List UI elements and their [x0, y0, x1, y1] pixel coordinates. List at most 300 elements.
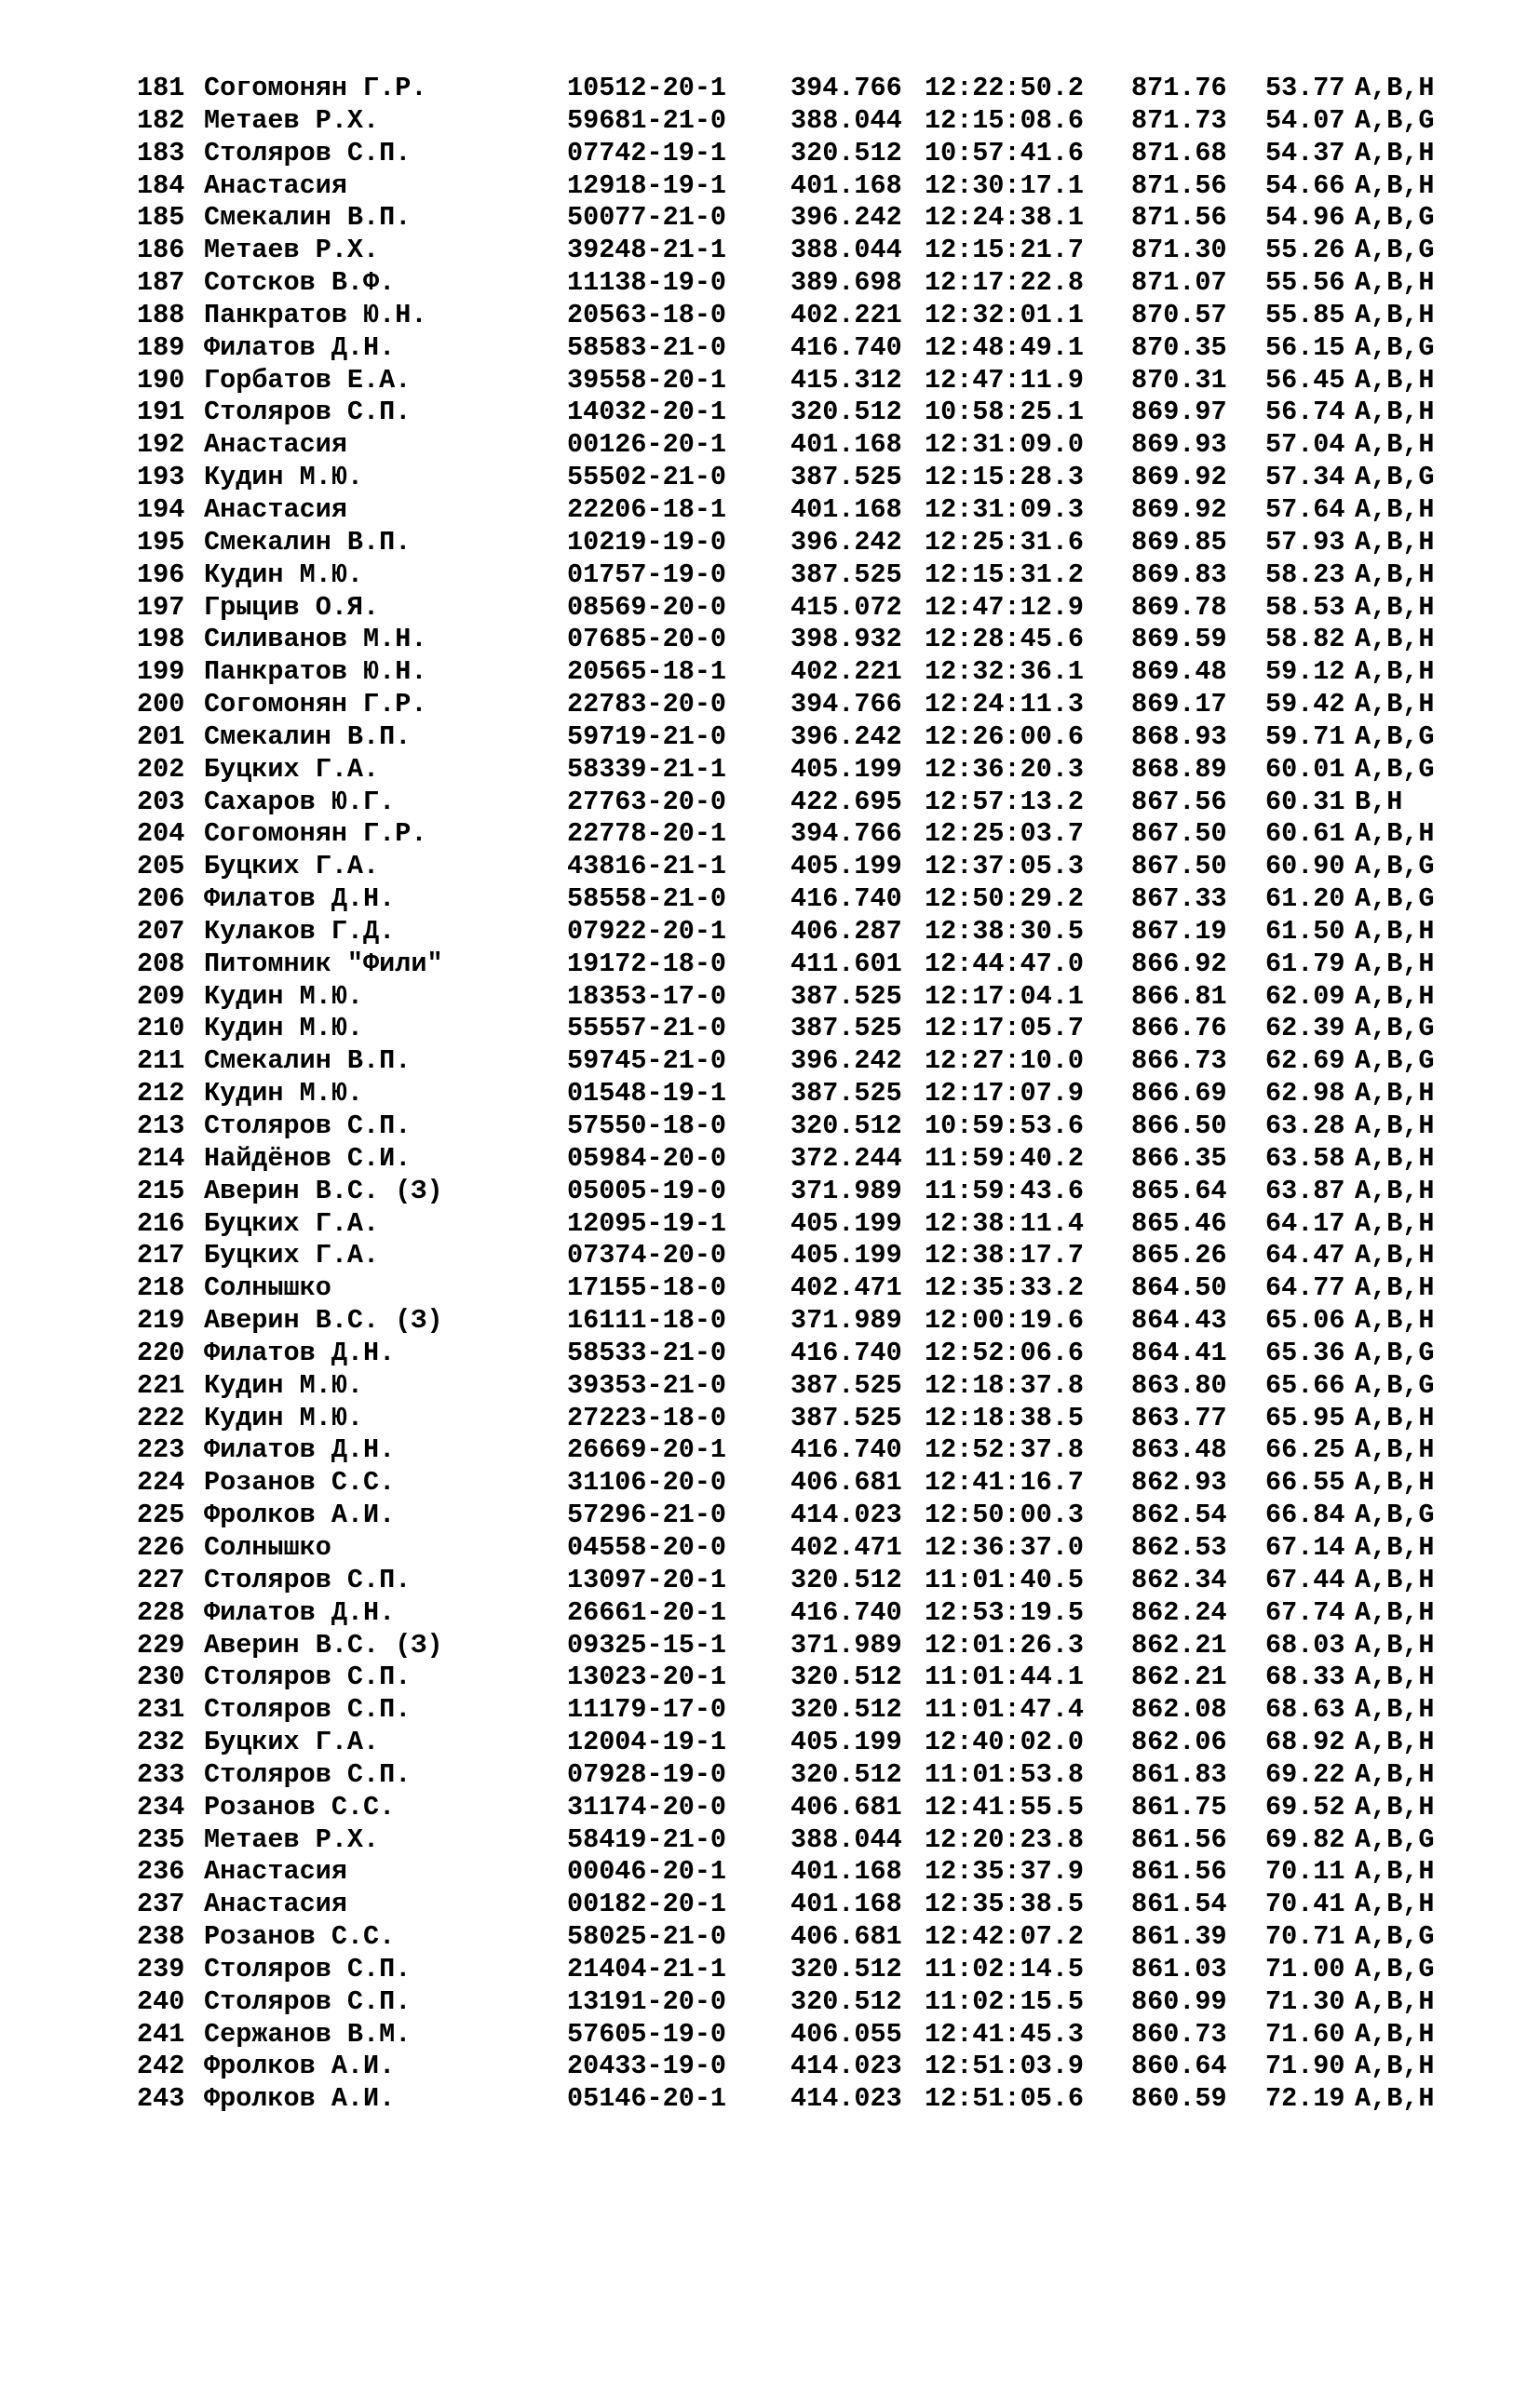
speed-value: 869.78 — [1131, 591, 1227, 623]
owner-name: Кудин М.Ю. — [204, 558, 364, 590]
coefficient-value: 59.71 — [1265, 720, 1345, 752]
coefficient-value: 72.19 — [1265, 2083, 1345, 2115]
owner-name: Панкратов Ю.Н. — [204, 299, 427, 330]
distance-km: 320.512 — [790, 1564, 902, 1595]
owner-name: Аверин В.С. (З) — [204, 1175, 443, 1206]
place-number: 221 — [137, 1369, 185, 1401]
speed-value: 869.85 — [1131, 526, 1227, 558]
category-codes: A,B,H — [1355, 1856, 1435, 1888]
category-codes: A,B,H — [1355, 1142, 1435, 1174]
owner-name: Солнышко — [204, 1272, 331, 1304]
place-number: 211 — [137, 1045, 185, 1077]
speed-value: 863.80 — [1131, 1369, 1227, 1401]
ring-number: 57605-19-0 — [567, 2018, 727, 2050]
place-number: 186 — [137, 235, 185, 266]
result-row — [137, 1889, 1459, 1921]
ring-number: 12095-19-1 — [567, 1207, 727, 1239]
result-row — [137, 592, 1459, 625]
ring-number: 20565-18-1 — [567, 656, 727, 688]
result-row — [137, 494, 1459, 527]
speed-value: 869.92 — [1131, 462, 1227, 493]
ring-number: 59681-21-0 — [567, 104, 727, 136]
ring-number: 11179-17-0 — [567, 1694, 727, 1726]
distance-km: 387.525 — [790, 980, 902, 1012]
arrival-time: 12:24:38.1 — [925, 202, 1085, 234]
speed-value: 865.26 — [1131, 1240, 1227, 1271]
speed-value: 869.17 — [1131, 689, 1227, 720]
result-row — [137, 1727, 1459, 1759]
distance-km: 405.199 — [790, 1207, 902, 1239]
coefficient-value: 71.30 — [1265, 1985, 1345, 2017]
arrival-time: 12:47:12.9 — [925, 591, 1085, 623]
speed-value: 871.30 — [1131, 235, 1227, 266]
arrival-time: 11:59:40.2 — [925, 1142, 1085, 1174]
ring-number: 58025-21-0 — [567, 1921, 727, 1953]
owner-name: Кудин М.Ю. — [204, 1013, 364, 1044]
distance-km: 320.512 — [790, 397, 902, 428]
place-number: 238 — [137, 1921, 185, 1953]
arrival-time: 12:22:50.2 — [925, 73, 1085, 103]
result-row — [137, 1078, 1459, 1110]
speed-value: 866.81 — [1131, 980, 1227, 1012]
place-number: 235 — [137, 1823, 185, 1855]
category-codes: A,B,G — [1355, 883, 1435, 915]
coefficient-value: 70.71 — [1265, 1921, 1345, 1953]
speed-value: 862.21 — [1131, 1661, 1227, 1693]
coefficient-value: 54.37 — [1265, 137, 1345, 168]
category-codes: A,B,G — [1355, 1045, 1435, 1077]
result-row — [137, 1143, 1459, 1176]
place-number: 202 — [137, 753, 185, 785]
coefficient-value: 61.79 — [1265, 948, 1345, 979]
result-row — [137, 300, 1459, 332]
ring-number: 22778-20-1 — [567, 818, 727, 850]
owner-name: Кудин М.Ю. — [204, 980, 364, 1012]
result-row — [137, 1338, 1459, 1370]
result-row — [137, 202, 1459, 235]
place-number: 241 — [137, 2018, 185, 2050]
category-codes: A,B,H — [1355, 1434, 1435, 1466]
speed-value: 867.50 — [1131, 851, 1227, 882]
owner-name: Филатов Д.Н. — [204, 1337, 396, 1368]
speed-value: 871.73 — [1131, 104, 1227, 136]
result-row — [137, 429, 1459, 462]
speed-value: 867.19 — [1131, 915, 1227, 947]
result-row — [137, 170, 1459, 203]
owner-name: Согомонян Г.Р. — [204, 818, 427, 850]
ring-number: 20563-18-0 — [567, 299, 727, 330]
place-number: 192 — [137, 429, 185, 461]
result-row — [137, 981, 1459, 1014]
distance-km: 320.512 — [790, 1758, 902, 1790]
place-number: 207 — [137, 915, 185, 947]
owner-name: Кудин М.Ю. — [204, 1369, 364, 1401]
ring-number: 12918-19-1 — [567, 169, 727, 201]
category-codes: A,B,H — [1355, 1531, 1435, 1563]
owner-name: Смекалин В.П. — [204, 720, 412, 752]
category-codes: A,B,G — [1355, 331, 1435, 363]
place-number: 220 — [137, 1337, 185, 1368]
category-codes: A,B,H — [1355, 2018, 1435, 2050]
result-row — [137, 656, 1459, 689]
ring-number: 08569-20-0 — [567, 591, 727, 623]
ring-number: 57296-21-0 — [567, 1500, 727, 1531]
coefficient-value: 62.98 — [1265, 1078, 1345, 1110]
speed-value: 865.64 — [1131, 1175, 1227, 1206]
ring-number: 07685-20-0 — [567, 624, 727, 655]
speed-value: 861.39 — [1131, 1921, 1227, 1953]
coefficient-value: 60.01 — [1265, 753, 1345, 785]
place-number: 183 — [137, 137, 185, 168]
coefficient-value: 57.04 — [1265, 429, 1345, 461]
coefficient-value: 67.14 — [1265, 1531, 1345, 1563]
ring-number: 05146-20-1 — [567, 2083, 727, 2115]
owner-name: Буцких Г.А. — [204, 851, 380, 882]
place-number: 206 — [137, 883, 185, 915]
result-row — [137, 1630, 1459, 1662]
arrival-time: 11:02:15.5 — [925, 1985, 1085, 2017]
result-row — [137, 105, 1459, 138]
coefficient-value: 67.44 — [1265, 1564, 1345, 1595]
coefficient-value: 65.06 — [1265, 1305, 1345, 1337]
ring-number: 07928-19-0 — [567, 1758, 727, 1790]
distance-km: 406.287 — [790, 915, 902, 947]
category-codes: A,B,G — [1355, 235, 1435, 266]
speed-value: 861.83 — [1131, 1758, 1227, 1790]
distance-km: 401.168 — [790, 1889, 902, 1920]
owner-name: Столяров С.П. — [204, 1985, 412, 2017]
distance-km: 320.512 — [790, 1110, 902, 1141]
ring-number: 39558-20-1 — [567, 364, 727, 396]
ring-number: 22783-20-0 — [567, 689, 727, 720]
distance-km: 416.740 — [790, 1434, 902, 1466]
speed-value: 871.56 — [1131, 169, 1227, 201]
place-number: 230 — [137, 1661, 185, 1693]
result-row — [137, 1759, 1459, 1792]
owner-name: Розанов С.С. — [204, 1921, 396, 1953]
arrival-time: 11:01:44.1 — [925, 1661, 1085, 1693]
arrival-time: 12:38:11.4 — [925, 1207, 1085, 1239]
owner-name: Столяров С.П. — [204, 137, 412, 168]
category-codes: A,B,G — [1355, 1953, 1435, 1984]
result-row — [137, 1661, 1459, 1694]
speed-value: 861.56 — [1131, 1823, 1227, 1855]
result-row — [137, 559, 1459, 592]
speed-value: 861.56 — [1131, 1856, 1227, 1888]
category-codes: A,B,G — [1355, 104, 1435, 136]
arrival-time: 12:32:36.1 — [925, 656, 1085, 688]
place-number: 233 — [137, 1758, 185, 1790]
result-row — [137, 1597, 1459, 1630]
ring-number: 17155-18-0 — [567, 1272, 727, 1304]
place-number: 203 — [137, 786, 185, 817]
result-row — [137, 462, 1459, 494]
coefficient-value: 64.77 — [1265, 1272, 1345, 1304]
arrival-time: 12:31:09.3 — [925, 493, 1085, 525]
arrival-time: 12:38:30.5 — [925, 915, 1085, 947]
category-codes: A,B,H — [1355, 1629, 1435, 1661]
arrival-time: 12:51:05.6 — [925, 2083, 1085, 2115]
speed-value: 860.73 — [1131, 2018, 1227, 2050]
place-number: 234 — [137, 1791, 185, 1823]
owner-name: Фролков А.И. — [204, 2051, 396, 2082]
owner-name: Столяров С.П. — [204, 1564, 412, 1595]
distance-km: 396.242 — [790, 720, 902, 752]
place-number: 209 — [137, 980, 185, 1012]
ring-number: 12004-19-1 — [567, 1727, 727, 1758]
distance-km: 422.695 — [790, 786, 902, 817]
result-row — [137, 1272, 1459, 1305]
place-number: 193 — [137, 462, 185, 493]
speed-value: 869.97 — [1131, 397, 1227, 428]
category-codes: A,B,H — [1355, 73, 1435, 103]
owner-name: Столяров С.П. — [204, 1953, 412, 1984]
results-list — [137, 73, 1459, 2116]
place-number: 194 — [137, 493, 185, 525]
ring-number: 07922-20-1 — [567, 915, 727, 947]
coefficient-value: 69.22 — [1265, 1758, 1345, 1790]
coefficient-value: 61.50 — [1265, 915, 1345, 947]
category-codes: A,B,G — [1355, 1337, 1435, 1368]
arrival-time: 12:17:07.9 — [925, 1078, 1085, 1110]
owner-name: Метаев Р.Х. — [204, 235, 380, 266]
category-codes: A,B,H — [1355, 689, 1435, 720]
speed-value: 868.93 — [1131, 720, 1227, 752]
place-number: 219 — [137, 1305, 185, 1337]
ring-number: 14032-20-1 — [567, 397, 727, 428]
result-row — [137, 1176, 1459, 1208]
ring-number: 43816-21-1 — [567, 851, 727, 882]
speed-value: 862.53 — [1131, 1531, 1227, 1563]
category-codes: A,B,H — [1355, 558, 1435, 590]
speed-value: 869.48 — [1131, 656, 1227, 688]
result-row — [137, 1110, 1459, 1143]
owner-name: Буцких Г.А. — [204, 1240, 380, 1271]
category-codes: A,B,H — [1355, 429, 1435, 461]
distance-km: 320.512 — [790, 1694, 902, 1726]
place-number: 243 — [137, 2083, 185, 2115]
coefficient-value: 60.90 — [1265, 851, 1345, 882]
coefficient-value: 66.25 — [1265, 1434, 1345, 1466]
category-codes: A,B,H — [1355, 526, 1435, 558]
owner-name: Найдёнов С.И. — [204, 1142, 412, 1174]
distance-km: 406.055 — [790, 2018, 902, 2050]
result-row — [137, 883, 1459, 916]
result-row — [137, 1467, 1459, 1500]
distance-km: 371.989 — [790, 1629, 902, 1661]
category-codes: A,B,H — [1355, 397, 1435, 428]
ring-number: 10512-20-1 — [567, 73, 727, 103]
distance-km: 405.199 — [790, 851, 902, 882]
distance-km: 415.312 — [790, 364, 902, 396]
owner-name: Филатов Д.Н. — [204, 331, 396, 363]
ring-number: 13097-20-1 — [567, 1564, 727, 1595]
ring-number: 00182-20-1 — [567, 1889, 727, 1920]
owner-name: Буцких Г.А. — [204, 753, 380, 785]
speed-value: 869.93 — [1131, 429, 1227, 461]
speed-value: 868.89 — [1131, 753, 1227, 785]
speed-value: 866.50 — [1131, 1110, 1227, 1141]
owner-name: Столяров С.П. — [204, 1694, 412, 1726]
owner-name: Анастасия — [204, 1856, 347, 1888]
arrival-time: 12:20:23.8 — [925, 1823, 1085, 1855]
arrival-time: 12:15:21.7 — [925, 235, 1085, 266]
speed-value: 867.50 — [1131, 818, 1227, 850]
place-number: 227 — [137, 1564, 185, 1595]
category-codes: A,B,H — [1355, 169, 1435, 201]
distance-km: 394.766 — [790, 818, 902, 850]
speed-value: 865.46 — [1131, 1207, 1227, 1239]
place-number: 187 — [137, 267, 185, 299]
category-codes: A,B,G — [1355, 1369, 1435, 1401]
ring-number: 07374-20-0 — [567, 1240, 727, 1271]
ring-number: 39248-21-1 — [567, 235, 727, 266]
arrival-time: 12:30:17.1 — [925, 169, 1085, 201]
coefficient-value: 55.26 — [1265, 235, 1345, 266]
ring-number: 10219-19-0 — [567, 526, 727, 558]
category-codes: A,B,H — [1355, 299, 1435, 330]
distance-km: 387.525 — [790, 1402, 902, 1433]
distance-km: 388.044 — [790, 1823, 902, 1855]
ring-number: 00126-20-1 — [567, 429, 727, 461]
arrival-time: 12:35:33.2 — [925, 1272, 1085, 1304]
place-number: 216 — [137, 1207, 185, 1239]
owner-name: Филатов Д.Н. — [204, 1434, 396, 1466]
result-row — [137, 1045, 1459, 1078]
category-codes: A,B,G — [1355, 202, 1435, 234]
arrival-time: 11:01:40.5 — [925, 1564, 1085, 1595]
place-number: 185 — [137, 202, 185, 234]
speed-value: 869.92 — [1131, 493, 1227, 525]
distance-km: 396.242 — [790, 202, 902, 234]
owner-name: Розанов С.С. — [204, 1791, 396, 1823]
arrival-time: 11:02:14.5 — [925, 1953, 1085, 1984]
arrival-time: 12:24:11.3 — [925, 689, 1085, 720]
ring-number: 55502-21-0 — [567, 462, 727, 493]
arrival-time: 12:50:00.3 — [925, 1500, 1085, 1531]
place-number: 231 — [137, 1694, 185, 1726]
place-number: 229 — [137, 1629, 185, 1661]
distance-km: 387.525 — [790, 1078, 902, 1110]
distance-km: 411.601 — [790, 948, 902, 979]
distance-km: 396.242 — [790, 526, 902, 558]
coefficient-value: 60.31 — [1265, 786, 1345, 817]
coefficient-value: 63.28 — [1265, 1110, 1345, 1141]
arrival-time: 12:48:49.1 — [925, 331, 1085, 363]
category-codes: A,B,H — [1355, 1272, 1435, 1304]
coefficient-value: 62.09 — [1265, 980, 1345, 1012]
category-codes: A,B,H — [1355, 364, 1435, 396]
result-row — [137, 1403, 1459, 1435]
place-number: 236 — [137, 1856, 185, 1888]
distance-km: 416.740 — [790, 883, 902, 915]
owner-name: Панкратов Ю.Н. — [204, 656, 427, 688]
arrival-time: 12:36:37.0 — [925, 1531, 1085, 1563]
place-number: 181 — [137, 73, 185, 103]
speed-value: 862.24 — [1131, 1596, 1227, 1628]
category-codes: A,B,H — [1355, 493, 1435, 525]
category-codes: A,B,G — [1355, 720, 1435, 752]
category-codes: A,B,H — [1355, 267, 1435, 299]
place-number: 205 — [137, 851, 185, 882]
distance-km: 388.044 — [790, 235, 902, 266]
arrival-time: 12:50:29.2 — [925, 883, 1085, 915]
distance-km: 402.471 — [790, 1531, 902, 1563]
arrival-time: 12:15:28.3 — [925, 462, 1085, 493]
speed-value: 864.41 — [1131, 1337, 1227, 1368]
ring-number: 04558-20-0 — [567, 1531, 727, 1563]
category-codes: A,B,H — [1355, 1661, 1435, 1693]
coefficient-value: 60.61 — [1265, 818, 1345, 850]
coefficient-value: 65.66 — [1265, 1369, 1345, 1401]
coefficient-value: 67.74 — [1265, 1596, 1345, 1628]
owner-name: Кудин М.Ю. — [204, 1078, 364, 1110]
arrival-time: 12:44:47.0 — [925, 948, 1085, 979]
category-codes: A,B,H — [1355, 1305, 1435, 1337]
owner-name: Сотсков В.Ф. — [204, 267, 396, 299]
distance-km: 406.681 — [790, 1791, 902, 1823]
ring-number: 19172-18-0 — [567, 948, 727, 979]
place-number: 189 — [137, 331, 185, 363]
coefficient-value: 54.96 — [1265, 202, 1345, 234]
category-codes: B,H — [1355, 786, 1403, 817]
category-codes: A,B,H — [1355, 1694, 1435, 1726]
owner-name: Столяров С.П. — [204, 1110, 412, 1141]
coefficient-value: 56.74 — [1265, 397, 1345, 428]
result-row — [137, 1370, 1459, 1403]
category-codes: A,B,H — [1355, 1791, 1435, 1823]
speed-value: 871.76 — [1131, 73, 1227, 103]
ring-number: 27763-20-0 — [567, 786, 727, 817]
owner-name: Филатов Д.Н. — [204, 883, 396, 915]
arrival-time: 12:40:02.0 — [925, 1727, 1085, 1758]
speed-value: 863.48 — [1131, 1434, 1227, 1466]
coefficient-value: 71.90 — [1265, 2051, 1345, 2082]
owner-name: Филатов Д.Н. — [204, 1596, 396, 1628]
speed-value: 866.73 — [1131, 1045, 1227, 1077]
arrival-time: 12:00:19.6 — [925, 1305, 1085, 1337]
arrival-time: 12:01:26.3 — [925, 1629, 1085, 1661]
place-number: 224 — [137, 1467, 185, 1499]
result-row — [137, 721, 1459, 754]
coefficient-value: 58.23 — [1265, 558, 1345, 590]
category-codes: A,B,G — [1355, 1921, 1435, 1953]
coefficient-value: 54.66 — [1265, 169, 1345, 201]
place-number: 199 — [137, 656, 185, 688]
category-codes: A,B,H — [1355, 656, 1435, 688]
result-row — [137, 1565, 1459, 1597]
category-codes: A,B,H — [1355, 591, 1435, 623]
category-codes: A,B,H — [1355, 137, 1435, 168]
category-codes: A,B,G — [1355, 1013, 1435, 1044]
arrival-time: 12:51:03.9 — [925, 2051, 1085, 2082]
ring-number: 00046-20-1 — [567, 1856, 727, 1888]
result-row — [137, 689, 1459, 721]
owner-name: Розанов С.С. — [204, 1467, 396, 1499]
speed-value: 866.92 — [1131, 948, 1227, 979]
arrival-time: 12:52:37.8 — [925, 1434, 1085, 1466]
category-codes: A,B,H — [1355, 915, 1435, 947]
place-number: 210 — [137, 1013, 185, 1044]
place-number: 239 — [137, 1953, 185, 1984]
result-row — [137, 851, 1459, 883]
speed-value: 862.34 — [1131, 1564, 1227, 1595]
result-row — [137, 2019, 1459, 2052]
distance-km: 416.740 — [790, 331, 902, 363]
speed-value: 869.83 — [1131, 558, 1227, 590]
place-number: 212 — [137, 1078, 185, 1110]
distance-km: 371.989 — [790, 1175, 902, 1206]
